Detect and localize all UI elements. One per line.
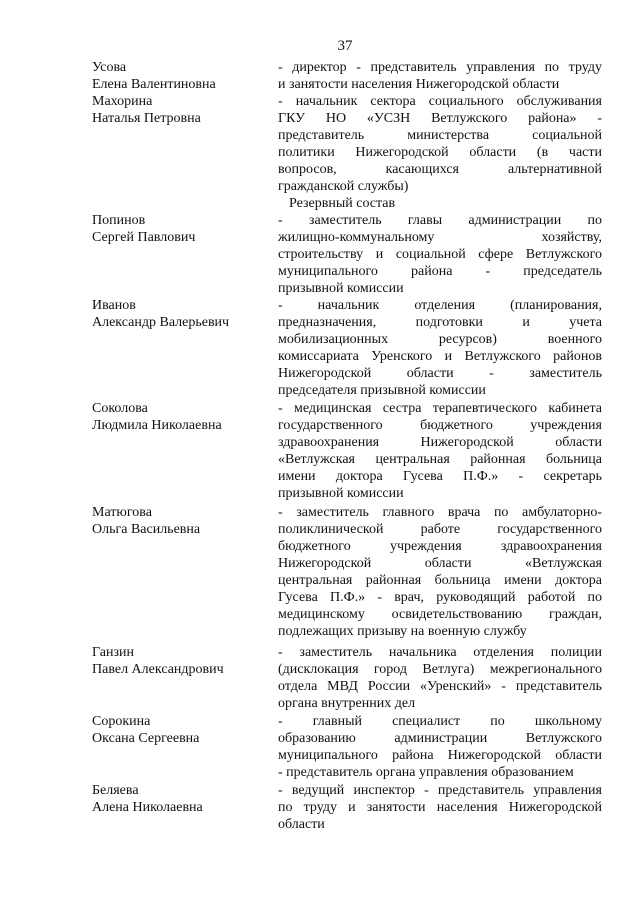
member-role (278, 59, 602, 93)
role-line: поликлинической работе государственного (278, 522, 602, 537)
member-surname: Ганзин (92, 645, 134, 660)
member-surname: Иванов (92, 298, 136, 313)
reserve-heading: Резервный состав (289, 196, 396, 211)
role-line: мобилизационных ресурсов) военного (278, 332, 602, 347)
role-line: Нижегородской области «Ветлужская (278, 556, 602, 571)
role-line: комиссариата Уренского и Ветлужского районов (278, 349, 602, 364)
member-role (278, 212, 602, 297)
member-name (92, 297, 277, 331)
role-line: ГКУ НО «УСЗН Ветлужского района» - (278, 111, 602, 126)
role-line: - начальник сектора социального обслуживания (278, 94, 602, 109)
role-line: председателя призывной комиссии (278, 383, 486, 398)
member-given-name: Алена Николаевна (92, 800, 203, 815)
member-given-name: Сергей Павлович (92, 230, 196, 245)
role-line: - заместитель главы администрации по (278, 213, 602, 228)
role-line: подлежащих призыву на военную службу (278, 624, 527, 639)
role-line: по труду и занятости населения Нижегородской (278, 800, 602, 815)
member-given-name: Павел Александрович (92, 662, 224, 677)
role-line: области (278, 817, 325, 832)
member-name (92, 504, 277, 538)
member-given-name: Александр Валерьевич (92, 315, 230, 330)
role-line: политики Нижегородской области (в части (278, 145, 602, 160)
role-line: - заместитель главного врача по амбулаторно- (278, 505, 602, 520)
member-surname: Сорокина (92, 714, 151, 729)
member-given-name: Наталья Петровна (92, 111, 201, 126)
role-line: и занятости населения Нижегородской области (278, 77, 560, 92)
role-line: призывной комиссии (278, 486, 404, 501)
member-name (92, 644, 277, 678)
role-line: вопросов, касающихся альтернативной (278, 162, 602, 177)
member-surname: Беляева (92, 783, 139, 798)
member-name (92, 59, 277, 93)
role-line: представитель министерства социальной (278, 128, 602, 143)
role-line: строительству и социальной сфере Ветлужского (278, 247, 602, 262)
role-line: органа внутренних дел (278, 696, 416, 711)
member-role (278, 504, 602, 640)
member-name (92, 782, 277, 816)
role-line: Нижегородской области - заместитель (278, 366, 602, 381)
member-role (278, 93, 602, 195)
role-line: Гусева П.Ф.» - врач, руководящий работой по (278, 590, 602, 605)
role-line: - ведущий инспектор - представитель управления (278, 783, 602, 798)
member-role (278, 644, 602, 712)
role-line: образованию администрации Ветлужского (278, 731, 602, 746)
role-line: государственного бюджетного учреждения (278, 418, 602, 433)
member-role (278, 782, 602, 833)
member-given-name: Ольга Васильевна (92, 522, 201, 537)
role-line: имени доктора Гусева П.Ф.» - секретарь (278, 469, 602, 484)
role-line: - заместитель начальника отделения полиции (278, 645, 602, 660)
role-line: муниципального района Нижегородской области (278, 748, 602, 763)
member-given-name: Людмила Николаевна (92, 418, 222, 433)
role-line: муниципального района - председатель (278, 264, 602, 279)
member-surname: Матюгова (92, 505, 152, 520)
role-line: отдела МВД России «Уренский» - представитель (278, 679, 602, 694)
role-line: жилищно-коммунальному хозяйству, (278, 230, 602, 245)
role-line: медицинскому освидетельствованию граждан, (278, 607, 602, 622)
member-role (278, 400, 602, 502)
page-number: 37 (337, 38, 353, 54)
member-surname: Соколова (92, 401, 148, 416)
role-line: «Ветлужская центральная районная больница (278, 452, 602, 467)
role-line: центральная районная больница имени доктора (278, 573, 602, 588)
member-name (92, 400, 277, 434)
role-line: (дисклокация город Ветлуга) межрегионального (278, 662, 602, 677)
member-role (278, 713, 602, 781)
role-line: гражданской службы) (278, 179, 409, 194)
role-line: бюджетного учреждения здравоохранения (278, 539, 602, 554)
member-role (278, 297, 602, 399)
member-name (92, 212, 277, 246)
role-line: - представитель органа управления образованием (278, 765, 574, 780)
member-given-name: Оксана Сергеевна (92, 731, 200, 746)
role-line: - начальник отделения (планирования, (278, 298, 602, 313)
role-line: предназначения, подготовки и учета (278, 315, 602, 330)
member-surname: Усова (92, 60, 127, 75)
role-line: - медицинская сестра терапевтического кабинета (278, 401, 602, 416)
role-line: - директор - представитель управления по труду (278, 60, 602, 75)
role-line: здравоохранения Нижегородской области (278, 435, 602, 450)
role-line: - главный специалист по школьному (278, 714, 602, 729)
member-surname: Махорина (92, 94, 153, 109)
member-given-name: Елена Валентиновна (92, 77, 216, 92)
member-name (92, 93, 277, 127)
role-line: призывной комиссии (278, 281, 404, 296)
member-surname: Попинов (92, 213, 146, 228)
member-name (92, 713, 277, 747)
